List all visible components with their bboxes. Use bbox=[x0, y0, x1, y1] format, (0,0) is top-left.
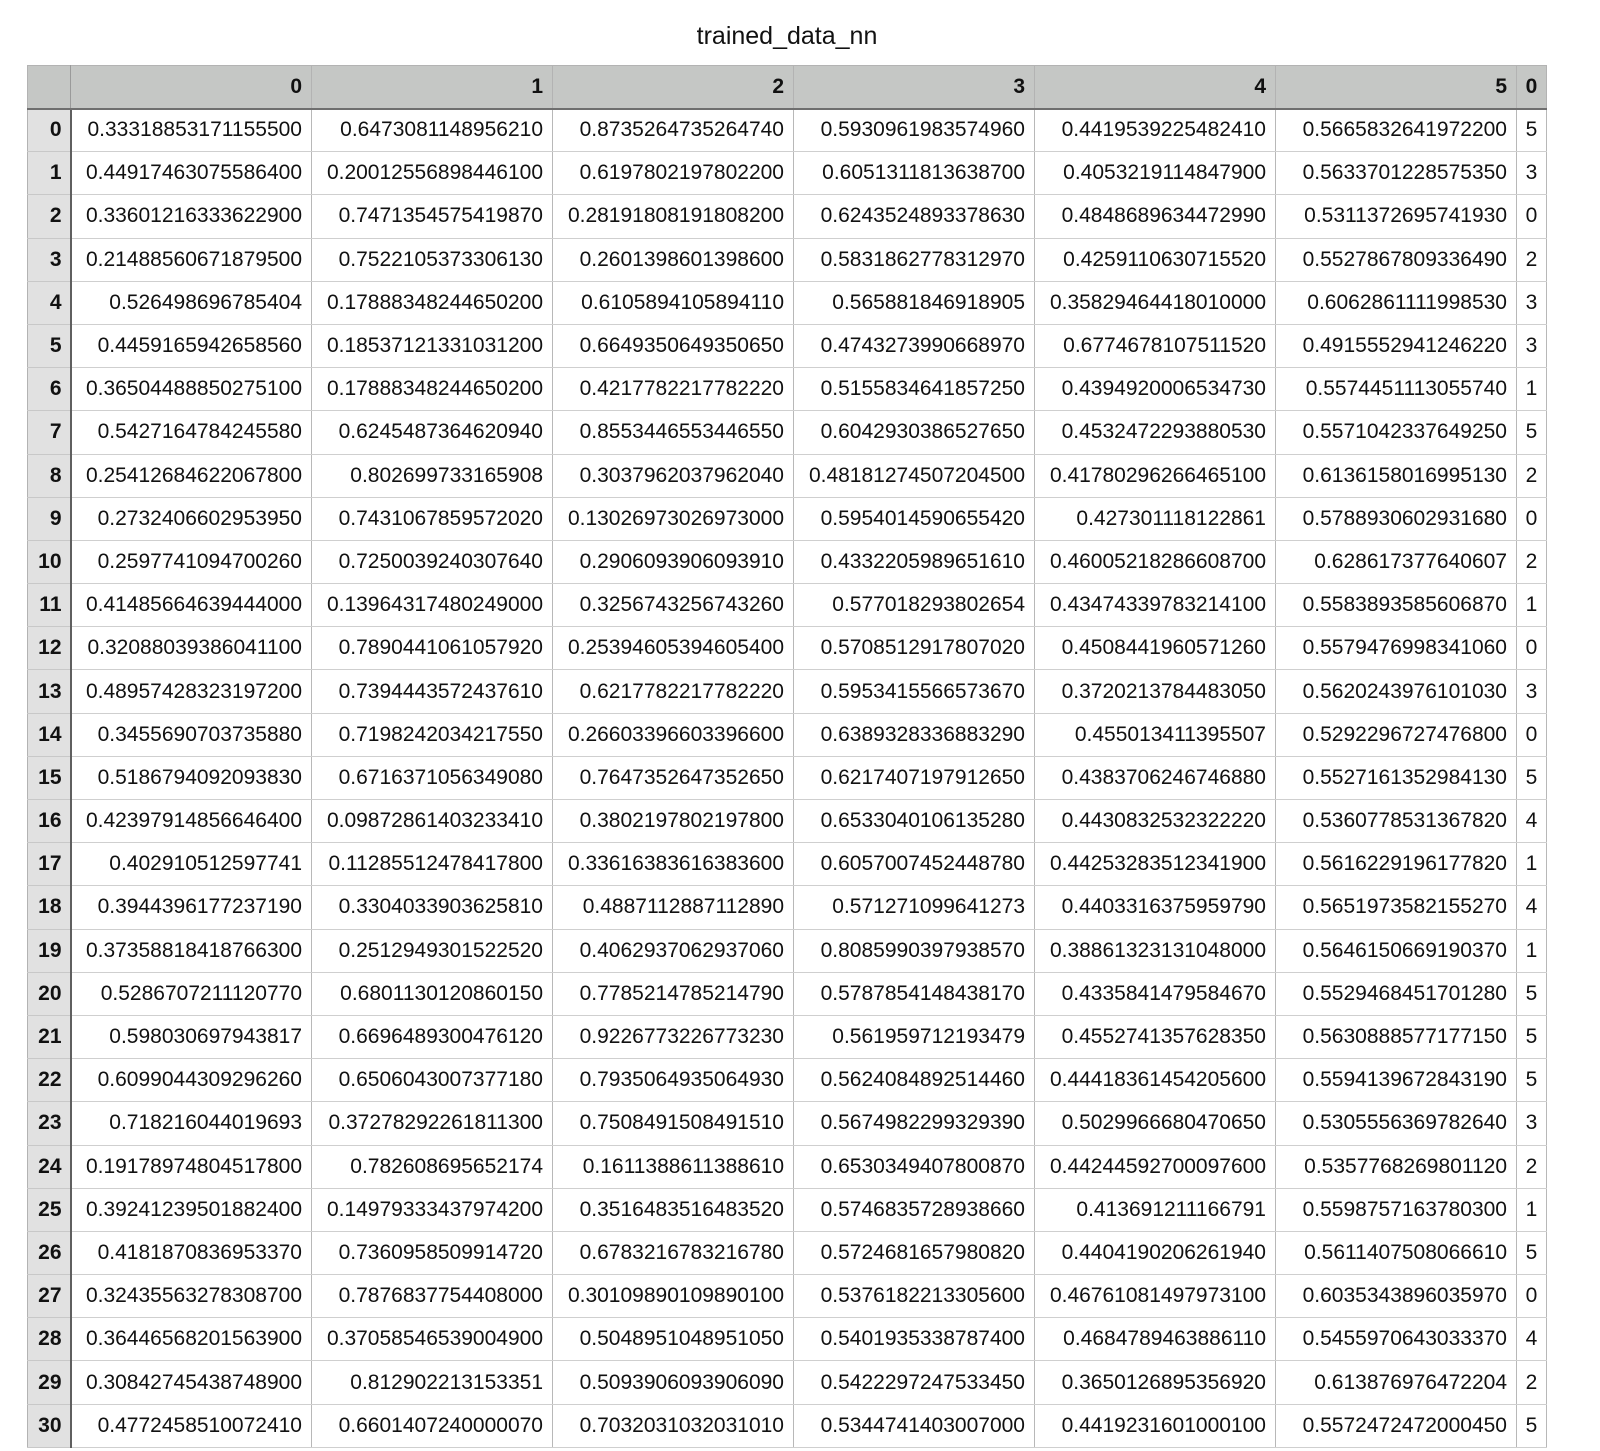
cell-label[interactable]: 1 bbox=[1517, 368, 1547, 411]
cell-col-1[interactable]: 0.6473081148956210 bbox=[312, 109, 553, 152]
row-index-cell[interactable]: 2 bbox=[28, 195, 71, 238]
cell-col-0[interactable]: 0.30842745438748900 bbox=[71, 1361, 312, 1404]
cell-col-5[interactable]: 0.5594139672843190 bbox=[1276, 1059, 1517, 1102]
table-row[interactable] bbox=[28, 1188, 1547, 1231]
cell-col-2[interactable]: 0.7935064935064930 bbox=[553, 1059, 794, 1102]
cell-col-0[interactable]: 0.36446568201563900 bbox=[71, 1318, 312, 1361]
cell-col-4[interactable]: 0.427301118122861 bbox=[1035, 497, 1276, 540]
cell-col-1[interactable]: 0.7431067859572020 bbox=[312, 497, 553, 540]
table-row[interactable] bbox=[28, 1404, 1547, 1447]
cell-label[interactable]: 4 bbox=[1517, 800, 1547, 843]
cell-col-2[interactable]: 0.2601398601398600 bbox=[553, 238, 794, 281]
row-index-cell[interactable]: 9 bbox=[28, 497, 71, 540]
row-index-cell[interactable]: 19 bbox=[28, 929, 71, 972]
cell-col-4[interactable]: 0.44418361454205600 bbox=[1035, 1059, 1276, 1102]
cell-col-1[interactable]: 0.6716371056349080 bbox=[312, 756, 553, 799]
row-index-cell[interactable]: 4 bbox=[28, 281, 71, 324]
cell-col-3[interactable]: 0.5724681657980820 bbox=[794, 1231, 1035, 1274]
cell-col-5[interactable]: 0.5292296727476800 bbox=[1276, 713, 1517, 756]
table-row[interactable] bbox=[28, 411, 1547, 454]
cell-col-5[interactable]: 0.5598757163780300 bbox=[1276, 1188, 1517, 1231]
data-table-viewport[interactable] bbox=[27, 65, 1547, 1451]
table-row[interactable] bbox=[28, 454, 1547, 497]
cell-col-4[interactable]: 0.43474339783214100 bbox=[1035, 584, 1276, 627]
window-title: trained_data_nn bbox=[696, 22, 878, 50]
cell-col-5[interactable]: 0.5572472472000450 bbox=[1276, 1404, 1517, 1447]
cell-col-5[interactable]: 0.6062861111998530 bbox=[1276, 281, 1517, 324]
cell-col-2[interactable]: 0.28191808191808200 bbox=[553, 195, 794, 238]
cell-col-1[interactable]: 0.11285512478417800 bbox=[312, 843, 553, 886]
table-row[interactable] bbox=[28, 497, 1547, 540]
cell-col-0[interactable]: 0.33601216333622900 bbox=[71, 195, 312, 238]
cell-col-2[interactable]: 0.6783216783216780 bbox=[553, 1231, 794, 1274]
cell-col-3[interactable]: 0.571271099641273 bbox=[794, 886, 1035, 929]
cell-col-5[interactable]: 0.6136158016995130 bbox=[1276, 454, 1517, 497]
cell-col-2[interactable]: 0.3256743256743260 bbox=[553, 584, 794, 627]
cell-col-3[interactable]: 0.6057007452448780 bbox=[794, 843, 1035, 886]
cell-col-4[interactable]: 0.4394920006534730 bbox=[1035, 368, 1276, 411]
cell-label[interactable]: 5 bbox=[1517, 756, 1547, 799]
cell-col-5[interactable]: 0.5455970643033370 bbox=[1276, 1318, 1517, 1361]
cell-col-2[interactable]: 0.7647352647352650 bbox=[553, 756, 794, 799]
table-row[interactable] bbox=[28, 1102, 1547, 1145]
cell-col-4[interactable]: 0.4053219114847900 bbox=[1035, 152, 1276, 195]
row-index-cell[interactable]: 25 bbox=[28, 1188, 71, 1231]
header-row bbox=[28, 66, 1547, 109]
cell-col-1[interactable]: 0.13964317480249000 bbox=[312, 584, 553, 627]
cell-col-0[interactable]: 0.5186794092093830 bbox=[71, 756, 312, 799]
cell-label[interactable]: 1 bbox=[1517, 843, 1547, 886]
cell-col-0[interactable]: 0.39241239501882400 bbox=[71, 1188, 312, 1231]
cell-label[interactable]: 2 bbox=[1517, 1145, 1547, 1188]
table-row[interactable] bbox=[28, 152, 1547, 195]
cell-col-5[interactable]: 0.4915552941246220 bbox=[1276, 324, 1517, 367]
cell-col-0[interactable]: 0.33318853171155500 bbox=[71, 109, 312, 152]
cell-col-0[interactable]: 0.36504488850275100 bbox=[71, 368, 312, 411]
cell-col-0[interactable]: 0.32435563278308700 bbox=[71, 1275, 312, 1318]
cell-label[interactable]: 5 bbox=[1517, 411, 1547, 454]
cell-col-3[interactable]: 0.5401935338787400 bbox=[794, 1318, 1035, 1361]
row-index-cell[interactable]: 13 bbox=[28, 670, 71, 713]
cell-label[interactable]: 3 bbox=[1517, 152, 1547, 195]
cell-col-4[interactable]: 0.4552741357628350 bbox=[1035, 1015, 1276, 1058]
cell-col-3[interactable]: 0.48181274507204500 bbox=[794, 454, 1035, 497]
cell-col-5[interactable]: 0.5574451113055740 bbox=[1276, 368, 1517, 411]
row-index-cell[interactable]: 7 bbox=[28, 411, 71, 454]
cell-col-0[interactable]: 0.37358818418766300 bbox=[71, 929, 312, 972]
table-row[interactable] bbox=[28, 1145, 1547, 1188]
cell-col-2[interactable]: 0.4062937062937060 bbox=[553, 929, 794, 972]
cell-col-0[interactable]: 0.4459165942658560 bbox=[71, 324, 312, 367]
row-index-cell[interactable]: 26 bbox=[28, 1231, 71, 1274]
cell-col-3[interactable]: 0.8085990397938570 bbox=[794, 929, 1035, 972]
table-row[interactable] bbox=[28, 627, 1547, 670]
cell-col-4[interactable]: 0.413691211166791 bbox=[1035, 1188, 1276, 1231]
cell-col-0[interactable]: 0.44917463075586400 bbox=[71, 152, 312, 195]
row-index-cell[interactable]: 24 bbox=[28, 1145, 71, 1188]
cell-col-0[interactable]: 0.402910512597741 bbox=[71, 843, 312, 886]
column-header-3[interactable]: 3 bbox=[794, 66, 1035, 109]
cell-col-2[interactable]: 0.8553446553446550 bbox=[553, 411, 794, 454]
cell-col-5[interactable]: 0.628617377640607 bbox=[1276, 540, 1517, 583]
cell-col-1[interactable]: 0.6801130120860150 bbox=[312, 972, 553, 1015]
column-header-2[interactable]: 2 bbox=[553, 66, 794, 109]
data-table bbox=[27, 65, 1547, 1448]
column-header-4[interactable]: 4 bbox=[1035, 66, 1276, 109]
cell-col-3[interactable]: 0.5953415566573670 bbox=[794, 670, 1035, 713]
cell-label[interactable]: 0 bbox=[1517, 1275, 1547, 1318]
cell-col-5[interactable]: 0.5571042337649250 bbox=[1276, 411, 1517, 454]
cell-col-2[interactable]: 0.26603396603396600 bbox=[553, 713, 794, 756]
cell-col-3[interactable]: 0.5155834641857250 bbox=[794, 368, 1035, 411]
cell-col-5[interactable]: 0.5583893585606870 bbox=[1276, 584, 1517, 627]
cell-col-1[interactable]: 0.7360958509914720 bbox=[312, 1231, 553, 1274]
row-index-cell[interactable]: 11 bbox=[28, 584, 71, 627]
cell-col-5[interactable]: 0.5529468451701280 bbox=[1276, 972, 1517, 1015]
cell-label[interactable]: 0 bbox=[1517, 713, 1547, 756]
cell-col-0[interactable]: 0.21488560671879500 bbox=[71, 238, 312, 281]
cell-col-2[interactable]: 0.6217782217782220 bbox=[553, 670, 794, 713]
row-index-cell[interactable]: 3 bbox=[28, 238, 71, 281]
cell-col-0[interactable]: 0.4772458510072410 bbox=[71, 1404, 312, 1447]
cell-col-1[interactable]: 0.17888348244650200 bbox=[312, 368, 553, 411]
cell-col-3[interactable]: 0.5422297247533450 bbox=[794, 1361, 1035, 1404]
cell-col-1[interactable]: 0.6601407240000070 bbox=[312, 1404, 553, 1447]
cell-col-4[interactable]: 0.3650126895356920 bbox=[1035, 1361, 1276, 1404]
cell-col-2[interactable]: 0.30109890109890100 bbox=[553, 1275, 794, 1318]
row-index-cell[interactable]: 16 bbox=[28, 800, 71, 843]
table-row[interactable] bbox=[28, 972, 1547, 1015]
cell-col-4[interactable]: 0.455013411395507 bbox=[1035, 713, 1276, 756]
cell-label[interactable]: 1 bbox=[1517, 584, 1547, 627]
cell-label[interactable]: 5 bbox=[1517, 1059, 1547, 1102]
cell-col-5[interactable]: 0.5611407508066610 bbox=[1276, 1231, 1517, 1274]
cell-label[interactable]: 0 bbox=[1517, 627, 1547, 670]
cell-col-4[interactable]: 0.4404190206261940 bbox=[1035, 1231, 1276, 1274]
cell-col-0[interactable]: 0.2732406602953950 bbox=[71, 497, 312, 540]
cell-col-3[interactable]: 0.6051311813638700 bbox=[794, 152, 1035, 195]
cell-col-1[interactable]: 0.7522105373306130 bbox=[312, 238, 553, 281]
column-header-label[interactable]: 0 bbox=[1517, 66, 1547, 109]
cell-col-0[interactable]: 0.41485664639444000 bbox=[71, 584, 312, 627]
cell-col-2[interactable]: 0.5093906093906090 bbox=[553, 1361, 794, 1404]
cell-label[interactable]: 3 bbox=[1517, 1102, 1547, 1145]
table-row[interactable] bbox=[28, 238, 1547, 281]
table-row[interactable] bbox=[28, 281, 1547, 324]
table-row[interactable] bbox=[28, 1361, 1547, 1404]
cell-col-3[interactable]: 0.5344741403007000 bbox=[794, 1404, 1035, 1447]
cell-label[interactable]: 1 bbox=[1517, 1188, 1547, 1231]
cell-col-3[interactable]: 0.5674982299329390 bbox=[794, 1102, 1035, 1145]
cell-col-2[interactable]: 0.4217782217782220 bbox=[553, 368, 794, 411]
cell-col-1[interactable]: 0.37058546539004900 bbox=[312, 1318, 553, 1361]
cell-col-5[interactable]: 0.6035343896035970 bbox=[1276, 1275, 1517, 1318]
cell-label[interactable]: 0 bbox=[1517, 195, 1547, 238]
cell-col-5[interactable]: 0.5616229196177820 bbox=[1276, 843, 1517, 886]
table-row[interactable] bbox=[28, 1231, 1547, 1274]
cell-col-0[interactable]: 0.2597741094700260 bbox=[71, 540, 312, 583]
cell-col-1[interactable]: 0.7394443572437610 bbox=[312, 670, 553, 713]
row-index-cell[interactable]: 8 bbox=[28, 454, 71, 497]
cell-col-1[interactable]: 0.782608695652174 bbox=[312, 1145, 553, 1188]
cell-col-0[interactable]: 0.718216044019693 bbox=[71, 1102, 312, 1145]
table-row[interactable] bbox=[28, 843, 1547, 886]
cell-col-3[interactable]: 0.6530349407800870 bbox=[794, 1145, 1035, 1188]
row-index-cell[interactable]: 21 bbox=[28, 1015, 71, 1058]
cell-col-0[interactable]: 0.3455690703735880 bbox=[71, 713, 312, 756]
cell-col-2[interactable]: 0.6105894105894110 bbox=[553, 281, 794, 324]
cell-col-5[interactable]: 0.5633701228575350 bbox=[1276, 152, 1517, 195]
cell-col-0[interactable]: 0.25412684622067800 bbox=[71, 454, 312, 497]
cell-col-3[interactable]: 0.5624084892514460 bbox=[794, 1059, 1035, 1102]
cell-col-2[interactable]: 0.3516483516483520 bbox=[553, 1188, 794, 1231]
cell-label[interactable]: 2 bbox=[1517, 540, 1547, 583]
cell-col-3[interactable]: 0.561959712193479 bbox=[794, 1015, 1035, 1058]
table-row[interactable] bbox=[28, 800, 1547, 843]
table-row[interactable] bbox=[28, 540, 1547, 583]
cell-col-2[interactable]: 0.8735264735264740 bbox=[553, 109, 794, 152]
cell-col-2[interactable]: 0.7785214785214790 bbox=[553, 972, 794, 1015]
cell-col-2[interactable]: 0.3802197802197800 bbox=[553, 800, 794, 843]
cell-col-5[interactable]: 0.5527161352984130 bbox=[1276, 756, 1517, 799]
cell-label[interactable]: 2 bbox=[1517, 238, 1547, 281]
cell-col-2[interactable]: 0.7032031032031010 bbox=[553, 1404, 794, 1447]
cell-col-5[interactable]: 0.5305556369782640 bbox=[1276, 1102, 1517, 1145]
cell-col-5[interactable]: 0.613876976472204 bbox=[1276, 1361, 1517, 1404]
cell-col-0[interactable]: 0.6099044309296260 bbox=[71, 1059, 312, 1102]
cell-col-3[interactable]: 0.5787854148438170 bbox=[794, 972, 1035, 1015]
cell-col-5[interactable]: 0.5665832641972200 bbox=[1276, 109, 1517, 152]
cell-col-1[interactable]: 0.6506043007377180 bbox=[312, 1059, 553, 1102]
cell-col-2[interactable]: 0.1611388611388610 bbox=[553, 1145, 794, 1188]
cell-col-2[interactable]: 0.33616383616383600 bbox=[553, 843, 794, 886]
cell-col-1[interactable]: 0.3304033903625810 bbox=[312, 886, 553, 929]
table-row[interactable] bbox=[28, 670, 1547, 713]
cell-col-5[interactable]: 0.5620243976101030 bbox=[1276, 670, 1517, 713]
table-row[interactable] bbox=[28, 1275, 1547, 1318]
cell-label[interactable]: 2 bbox=[1517, 1361, 1547, 1404]
table-row[interactable] bbox=[28, 584, 1547, 627]
table-row[interactable] bbox=[28, 368, 1547, 411]
cell-col-0[interactable]: 0.48957428323197200 bbox=[71, 670, 312, 713]
cell-col-3[interactable]: 0.6217407197912650 bbox=[794, 756, 1035, 799]
row-index-cell[interactable]: 15 bbox=[28, 756, 71, 799]
cell-col-4[interactable]: 0.4335841479584670 bbox=[1035, 972, 1276, 1015]
cell-col-4[interactable]: 0.46761081497973100 bbox=[1035, 1275, 1276, 1318]
cell-col-2[interactable]: 0.5048951048951050 bbox=[553, 1318, 794, 1361]
cell-col-1[interactable]: 0.37278292261811300 bbox=[312, 1102, 553, 1145]
column-header-5[interactable]: 5 bbox=[1276, 66, 1517, 109]
cell-col-4[interactable]: 0.4848689634472990 bbox=[1035, 195, 1276, 238]
row-index-cell[interactable]: 27 bbox=[28, 1275, 71, 1318]
row-index-cell[interactable]: 17 bbox=[28, 843, 71, 886]
row-index-cell[interactable]: 0 bbox=[28, 109, 71, 152]
cell-label[interactable]: 3 bbox=[1517, 670, 1547, 713]
column-header-1[interactable]: 1 bbox=[312, 66, 553, 109]
cell-label[interactable]: 5 bbox=[1517, 1231, 1547, 1274]
cell-col-0[interactable]: 0.5427164784245580 bbox=[71, 411, 312, 454]
cell-label[interactable]: 5 bbox=[1517, 1015, 1547, 1058]
cell-col-1[interactable]: 0.18537121331031200 bbox=[312, 324, 553, 367]
cell-col-2[interactable]: 0.9226773226773230 bbox=[553, 1015, 794, 1058]
cell-col-3[interactable]: 0.565881846918905 bbox=[794, 281, 1035, 324]
cell-col-5[interactable]: 0.5579476998341060 bbox=[1276, 627, 1517, 670]
row-index-cell[interactable]: 10 bbox=[28, 540, 71, 583]
cell-label[interactable]: 0 bbox=[1517, 497, 1547, 540]
cell-col-0[interactable]: 0.32088039386041100 bbox=[71, 627, 312, 670]
cell-col-4[interactable]: 0.44253283512341900 bbox=[1035, 843, 1276, 886]
cell-col-4[interactable]: 0.4684789463886110 bbox=[1035, 1318, 1276, 1361]
cell-col-0[interactable]: 0.598030697943817 bbox=[71, 1015, 312, 1058]
table-row[interactable] bbox=[28, 1318, 1547, 1361]
cell-col-1[interactable]: 0.812902213153351 bbox=[312, 1361, 553, 1404]
cell-col-3[interactable]: 0.4743273990668970 bbox=[794, 324, 1035, 367]
table-body bbox=[28, 109, 1547, 1448]
table-row[interactable] bbox=[28, 109, 1547, 152]
table-row[interactable] bbox=[28, 195, 1547, 238]
row-index-cell[interactable]: 28 bbox=[28, 1318, 71, 1361]
table-row[interactable] bbox=[28, 324, 1547, 367]
column-header-index[interactable] bbox=[28, 66, 71, 109]
cell-col-5[interactable]: 0.5630888577177150 bbox=[1276, 1015, 1517, 1058]
cell-label[interactable]: 5 bbox=[1517, 1404, 1547, 1447]
cell-col-1[interactable]: 0.7198242034217550 bbox=[312, 713, 553, 756]
column-header-0[interactable]: 0 bbox=[71, 66, 312, 109]
row-index-cell[interactable]: 14 bbox=[28, 713, 71, 756]
cell-col-3[interactable]: 0.6042930386527650 bbox=[794, 411, 1035, 454]
cell-col-1[interactable]: 0.7876837754408000 bbox=[312, 1275, 553, 1318]
cell-label[interactable]: 4 bbox=[1517, 886, 1547, 929]
cell-col-0[interactable]: 0.5286707211120770 bbox=[71, 972, 312, 1015]
cell-col-1[interactable]: 0.2512949301522520 bbox=[312, 929, 553, 972]
cell-col-0[interactable]: 0.19178974804517800 bbox=[71, 1145, 312, 1188]
cell-col-3[interactable]: 0.5954014590655420 bbox=[794, 497, 1035, 540]
cell-label[interactable]: 1 bbox=[1517, 929, 1547, 972]
row-index-cell[interactable]: 20 bbox=[28, 972, 71, 1015]
cell-col-3[interactable]: 0.6243524893378630 bbox=[794, 195, 1035, 238]
cell-label[interactable]: 3 bbox=[1517, 281, 1547, 324]
cell-col-4[interactable]: 0.3720213784483050 bbox=[1035, 670, 1276, 713]
cell-col-4[interactable]: 0.4419231601000100 bbox=[1035, 1404, 1276, 1447]
cell-col-2[interactable]: 0.6197802197802200 bbox=[553, 152, 794, 195]
cell-col-2[interactable]: 0.3037962037962040 bbox=[553, 454, 794, 497]
row-index-cell[interactable]: 23 bbox=[28, 1102, 71, 1145]
cell-col-1[interactable]: 0.802699733165908 bbox=[312, 454, 553, 497]
cell-col-4[interactable]: 0.46005218286608700 bbox=[1035, 540, 1276, 583]
cell-label[interactable]: 3 bbox=[1517, 324, 1547, 367]
row-index-cell[interactable]: 30 bbox=[28, 1404, 71, 1447]
cell-col-4[interactable]: 0.4403316375959790 bbox=[1035, 886, 1276, 929]
cell-col-4[interactable]: 0.41780296266465100 bbox=[1035, 454, 1276, 497]
cell-col-1[interactable]: 0.6245487364620940 bbox=[312, 411, 553, 454]
table-row[interactable] bbox=[28, 929, 1547, 972]
row-index-cell[interactable]: 12 bbox=[28, 627, 71, 670]
table-row[interactable] bbox=[28, 886, 1547, 929]
cell-col-4[interactable]: 0.4430832532322220 bbox=[1035, 800, 1276, 843]
cell-col-5[interactable]: 0.5527867809336490 bbox=[1276, 238, 1517, 281]
row-index-cell[interactable]: 18 bbox=[28, 886, 71, 929]
cell-col-4[interactable]: 0.4532472293880530 bbox=[1035, 411, 1276, 454]
cell-col-5[interactable]: 0.5788930602931680 bbox=[1276, 497, 1517, 540]
cell-col-2[interactable]: 0.6649350649350650 bbox=[553, 324, 794, 367]
cell-col-0[interactable]: 0.4181870836953370 bbox=[71, 1231, 312, 1274]
cell-col-2[interactable]: 0.2906093906093910 bbox=[553, 540, 794, 583]
cell-label[interactable]: 4 bbox=[1517, 1318, 1547, 1361]
cell-col-5[interactable]: 0.5360778531367820 bbox=[1276, 800, 1517, 843]
cell-col-1[interactable]: 0.7471354575419870 bbox=[312, 195, 553, 238]
cell-col-4[interactable]: 0.38861323131048000 bbox=[1035, 929, 1276, 972]
cell-col-1[interactable]: 0.7250039240307640 bbox=[312, 540, 553, 583]
cell-col-4[interactable]: 0.4383706246746880 bbox=[1035, 756, 1276, 799]
cell-label[interactable]: 5 bbox=[1517, 109, 1547, 152]
row-index-cell[interactable]: 1 bbox=[28, 152, 71, 195]
table-row[interactable] bbox=[28, 713, 1547, 756]
row-index-cell[interactable]: 6 bbox=[28, 368, 71, 411]
cell-col-2[interactable]: 0.13026973026973000 bbox=[553, 497, 794, 540]
cell-col-5[interactable]: 0.5651973582155270 bbox=[1276, 886, 1517, 929]
cell-col-4[interactable]: 0.4419539225482410 bbox=[1035, 109, 1276, 152]
cell-col-3[interactable]: 0.5930961983574960 bbox=[794, 109, 1035, 152]
cell-col-1[interactable]: 0.6696489300476120 bbox=[312, 1015, 553, 1058]
cell-col-1[interactable]: 0.09872861403233410 bbox=[312, 800, 553, 843]
cell-col-5[interactable]: 0.5357768269801120 bbox=[1276, 1145, 1517, 1188]
cell-col-1[interactable]: 0.7890441061057920 bbox=[312, 627, 553, 670]
cell-col-1[interactable]: 0.17888348244650200 bbox=[312, 281, 553, 324]
cell-col-4[interactable]: 0.6774678107511520 bbox=[1035, 324, 1276, 367]
cell-col-3[interactable]: 0.577018293802654 bbox=[794, 584, 1035, 627]
cell-col-1[interactable]: 0.14979333437974200 bbox=[312, 1188, 553, 1231]
row-index-cell[interactable]: 29 bbox=[28, 1361, 71, 1404]
row-index-cell[interactable]: 5 bbox=[28, 324, 71, 367]
cell-col-0[interactable]: 0.3944396177237190 bbox=[71, 886, 312, 929]
cell-col-1[interactable]: 0.20012556898446100 bbox=[312, 152, 553, 195]
cell-label[interactable]: 2 bbox=[1517, 454, 1547, 497]
cell-col-0[interactable]: 0.526498696785404 bbox=[71, 281, 312, 324]
table-row[interactable] bbox=[28, 1059, 1547, 1102]
cell-col-2[interactable]: 0.7508491508491510 bbox=[553, 1102, 794, 1145]
cell-col-3[interactable]: 0.6533040106135280 bbox=[794, 800, 1035, 843]
cell-col-3[interactable]: 0.5831862778312970 bbox=[794, 238, 1035, 281]
cell-label[interactable]: 5 bbox=[1517, 972, 1547, 1015]
table-row[interactable] bbox=[28, 1015, 1547, 1058]
cell-col-3[interactable]: 0.5376182213305600 bbox=[794, 1275, 1035, 1318]
cell-col-2[interactable]: 0.25394605394605400 bbox=[553, 627, 794, 670]
cell-col-4[interactable]: 0.5029966680470650 bbox=[1035, 1102, 1276, 1145]
cell-col-0[interactable]: 0.42397914856646400 bbox=[71, 800, 312, 843]
cell-col-4[interactable]: 0.44244592700097600 bbox=[1035, 1145, 1276, 1188]
cell-col-4[interactable]: 0.35829464418010000 bbox=[1035, 281, 1276, 324]
cell-col-3[interactable]: 0.6389328336883290 bbox=[794, 713, 1035, 756]
cell-col-5[interactable]: 0.5311372695741930 bbox=[1276, 195, 1517, 238]
cell-col-4[interactable]: 0.4508441960571260 bbox=[1035, 627, 1276, 670]
cell-col-2[interactable]: 0.4887112887112890 bbox=[553, 886, 794, 929]
cell-col-3[interactable]: 0.5746835728938660 bbox=[794, 1188, 1035, 1231]
cell-col-4[interactable]: 0.4259110630715520 bbox=[1035, 238, 1276, 281]
cell-col-5[interactable]: 0.5646150669190370 bbox=[1276, 929, 1517, 972]
table-row[interactable] bbox=[28, 756, 1547, 799]
cell-col-3[interactable]: 0.4332205989651610 bbox=[794, 540, 1035, 583]
cell-col-3[interactable]: 0.5708512917807020 bbox=[794, 627, 1035, 670]
row-index-cell[interactable]: 22 bbox=[28, 1059, 71, 1102]
